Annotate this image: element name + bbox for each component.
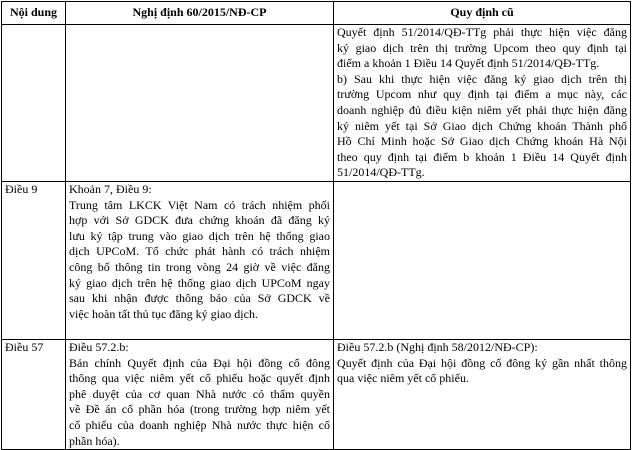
text-line: Bản chính Quyết định của Đại hội đồng cổ đông xyxy=(69,355,330,370)
old-regulation-cell xyxy=(334,25,631,182)
comparison-table xyxy=(1,1,631,450)
text-line: Quyết định của Đại hội đồng cổ đông ký gần nhất thông xyxy=(337,355,627,370)
header-topic: Nội dung xyxy=(2,2,66,25)
table-row xyxy=(2,25,631,182)
text-line: Khoản 7, Điều 9: xyxy=(69,182,152,196)
text-line: Điều 57.2.b (Nghị định 58/2012/NĐ-CP): xyxy=(337,340,538,354)
text-line: trường Upcom như quy định tại điểm a mục này, các xyxy=(337,87,627,102)
text-line: qua việc niêm yết cổ phiếu. xyxy=(337,371,469,386)
text-line: theo quy định tại điểm b khoản 1 Điều 14 Quyết định xyxy=(337,149,627,164)
text-line: công bố thông tin trong vòng 24 giờ về việc đăng xyxy=(69,259,330,274)
text-line: sau khi nhận được thông báo của Sở GDCK về xyxy=(69,291,330,306)
text-line: Quyết định 51/2014/QĐ-TTg phải thực hiện việc đăng xyxy=(337,25,627,39)
text-line: 51/2014/QĐ-TTg. xyxy=(337,165,425,180)
decree-cell xyxy=(66,25,334,182)
text-line: điểm a khoản 1 Điều 14 Quyết định 51/2014/QĐ-TTg. xyxy=(337,56,600,71)
text-line: cổ phiếu của doanh nghiệp Nhà nước thực hiện cổ xyxy=(69,417,330,432)
text-line: phần hóa). xyxy=(69,433,120,448)
text-line: hợp với Sở GDCK đưa chứng khoán đã đăng ký xyxy=(69,213,330,228)
text-line: việc hoàn tất thủ tục đăng ký giao dịch. xyxy=(69,306,258,321)
text-line: b) Sau khi thực hiện việc đăng ký giao dịch trên thị xyxy=(337,71,627,86)
text-line: ký giao dịch trên hệ thống giao dịch UPCoM ngay xyxy=(69,275,330,290)
text-line: Hồ Chí Minh hoặc Sở Giao dịch Chứng khoán Hà Nội xyxy=(337,134,627,149)
topic-cell xyxy=(2,25,66,182)
text-line: về Đề án cổ phần hóa (trong trường hợp niêm yết xyxy=(69,402,330,417)
text-line: Điều 57.2.b: xyxy=(69,340,129,354)
topic-cell: Điều 9 xyxy=(2,182,66,340)
table-row xyxy=(2,182,631,340)
text-line: ký giao dịch trên thị trường Upcom theo quy định tại xyxy=(337,40,627,55)
decree-cell xyxy=(66,340,334,450)
topic-cell: Điều 57 xyxy=(2,340,66,450)
old-regulation-cell xyxy=(334,340,631,450)
header-decree: Nghị định 60/2015/NĐ-CP xyxy=(66,2,334,25)
old-regulation-cell xyxy=(334,182,631,340)
text-line: thông qua việc niêm yết cổ phiếu hoặc quyết định xyxy=(69,371,330,386)
decree-cell xyxy=(66,182,334,340)
text-line: doanh nghiệp đủ điều kiện niêm yết phải thực hiện đăng xyxy=(337,102,627,117)
text-line: ký niêm yết tại Sở Giao dịch Chứng khoán Thành phố xyxy=(337,118,627,133)
text-line: dịch UPCoM. Tổ chức phát hành có trách nhiệm xyxy=(69,244,330,259)
text-line: lưu ký tập trung vào giao dịch trên hệ thống giao xyxy=(69,228,330,243)
text-line: phê duyệt của cơ quan Nhà nước có thẩm quyền xyxy=(69,386,330,401)
header-old-regulation: Quy định cũ xyxy=(334,2,631,25)
header-row xyxy=(2,2,631,25)
text-line: Trung tâm LKCK Việt Nam có trách nhiệm phối xyxy=(69,197,330,212)
table-row xyxy=(2,340,631,450)
